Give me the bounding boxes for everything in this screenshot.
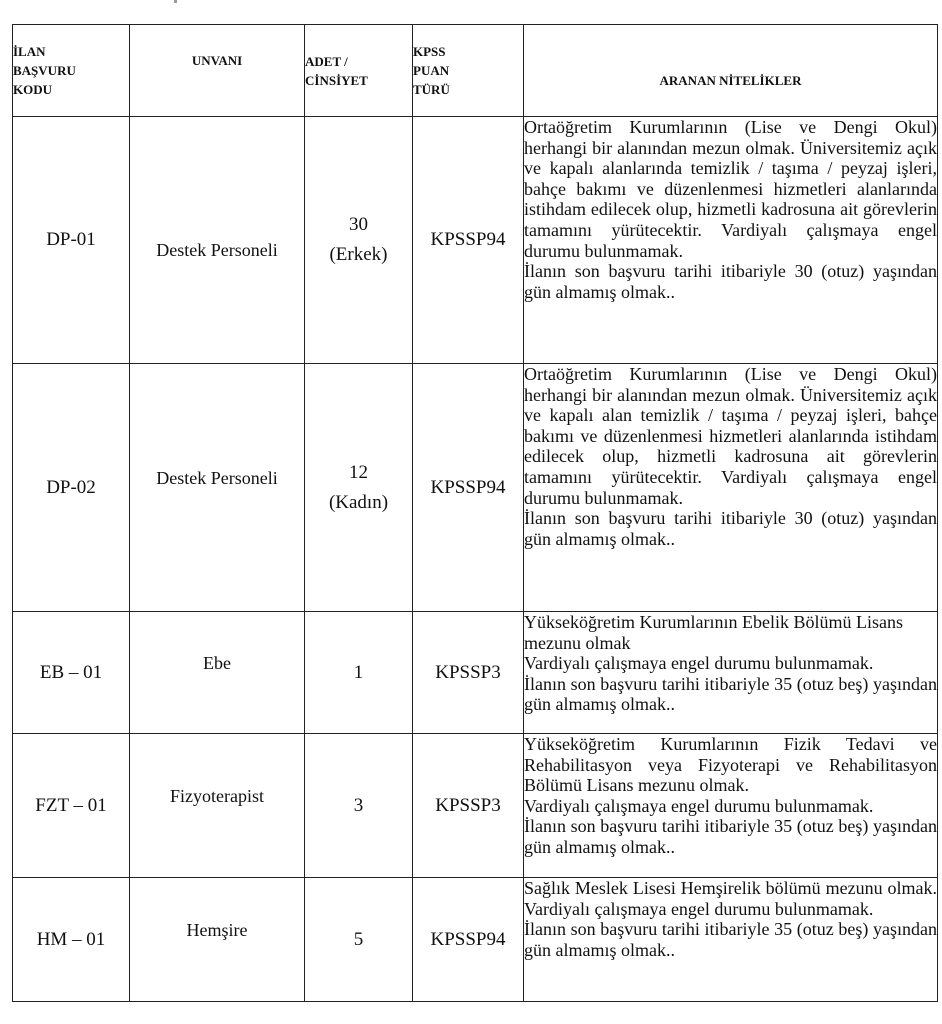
nitelik-paragraph: Yükseköğretim Kurumlarının Fizik Tedavi ve Rehabilitasyon veya Fizyoterapi ve Rehabilitasyon Bölümü Lisans mezunu olmak.	[524, 734, 937, 796]
page-mark	[174, 0, 177, 3]
ilan-kodu: EB – 01	[13, 612, 130, 734]
kpss-puan-turu: KPSSP94	[413, 364, 524, 612]
kpss-puan-turu: KPSSP94	[413, 117, 524, 364]
ilan-kodu: DP-01	[13, 117, 130, 364]
adet: 1	[305, 612, 413, 734]
aranan-nitelikler	[524, 117, 938, 364]
table-row	[13, 734, 938, 878]
unvan: Hemşire	[130, 878, 305, 1002]
aranan-nitelikler	[524, 612, 938, 734]
header-aranan-nitelikler: ARANAN NİTELİKLER	[524, 25, 938, 117]
table-row	[13, 612, 938, 734]
kpss-puan-turu: KPSSP3	[413, 612, 524, 734]
aranan-nitelikler	[524, 734, 938, 878]
unvan: Destek Personeli	[130, 364, 305, 612]
unvan: Fizyoterapist	[130, 734, 305, 878]
adet: 12	[349, 461, 368, 483]
table-row	[13, 364, 938, 612]
nitelik-paragraph: Sağlık Meslek Lisesi Hemşirelik bölümü mezunu olmak. Vardiyalı çalışmaya engel durumu bulunmamak.	[524, 878, 937, 919]
adet-cinsiyet	[305, 117, 413, 364]
nitelik-paragraph: Ortaöğretim Kurumlarının (Lise ve Dengi Okul) herhangi bir alanından mezun olmak. Üniversitemiz açık ve kapalı alan temizlik / taşıma / peyzaj işleri, bahçe bakımı ve düzenlenmesi hizmetleri alanlarında istihdam edilecek olup, hizmetli kadrosuna ait görevlerin tamamını yürütecektir. Vardiyalı çalışmaya engel durumu bulunmamak.	[524, 364, 937, 508]
ilan-kodu: FZT – 01	[13, 734, 130, 878]
adet-cinsiyet	[305, 364, 413, 612]
job-listing-table	[12, 24, 938, 1002]
ilan-kodu: DP-02	[13, 364, 130, 612]
adet: 5	[305, 878, 413, 1002]
table-row	[13, 878, 938, 1002]
nitelik-paragraph: İlanın son başvuru tarihi itibariyle 35 (otuz beş) yaşından gün almamış olmak..	[524, 673, 937, 715]
ilan-kodu: HM – 01	[13, 878, 130, 1002]
nitelik-paragraph: Yükseköğretim Kurumlarının Ebelik Bölümü Lisans mezunu olmak	[524, 612, 903, 653]
aranan-nitelikler	[524, 878, 938, 1002]
cinsiyet: (Erkek)	[329, 244, 388, 265]
header-adet-cinsiyet: ADET / CİNSİYET	[305, 25, 413, 117]
nitelik-paragraph: İlanın son başvuru tarihi itibariyle 35 (otuz beş) yaşından gün almamış olmak..	[524, 816, 937, 857]
nitelik-paragraph: Ortaöğretim Kurumlarının (Lise ve Dengi Okul) herhangi bir alanından mezun olmak. Üniversitemiz açık ve kapalı alanlarında temizlik / taşıma / peyzaj işleri, bahçe bakımı ve düzenlenmesi hizmetleri alanlarında istihdam edilecek olup, hizmetli kadrosuna ait görevlerin tamamını yürütecektir. Vardiyalı çalışmaya engel durumu bulunmamak.	[524, 117, 937, 261]
nitelik-paragraph: Vardiyalı çalışmaya engel durumu bulunmamak.	[524, 795, 874, 816]
unvan: Destek Personeli	[130, 117, 305, 364]
kpss-puan-turu: KPSSP3	[413, 734, 524, 878]
header-kpss-puan-turu: KPSS PUAN TÜRÜ	[413, 25, 524, 117]
nitelik-paragraph: İlanın son başvuru tarihi itibariyle 30 (otuz) yaşından gün almamış olmak..	[524, 261, 937, 302]
header-row	[13, 25, 938, 117]
unvan: Ebe	[130, 612, 305, 734]
header-unvani: UNVANI	[130, 25, 305, 117]
table-row	[13, 117, 938, 364]
header-ilan-basvuru-kodu: İLAN BAŞVURU KODU	[13, 25, 130, 117]
kpss-puan-turu: KPSSP94	[413, 878, 524, 1002]
cinsiyet: (Kadın)	[328, 491, 389, 513]
nitelik-paragraph: İlanın son başvuru tarihi itibariyle 30 (otuz) yaşından gün almamış olmak..	[524, 508, 937, 549]
adet: 3	[305, 734, 413, 878]
aranan-nitelikler	[524, 364, 938, 612]
adet: 30	[349, 214, 368, 235]
nitelik-paragraph: Vardiyalı çalışmaya engel durumu bulunmamak.	[524, 653, 874, 674]
nitelik-paragraph: İlanın son başvuru tarihi itibariyle 35 (otuz beş) yaşından gün almamış olmak..	[524, 919, 937, 960]
